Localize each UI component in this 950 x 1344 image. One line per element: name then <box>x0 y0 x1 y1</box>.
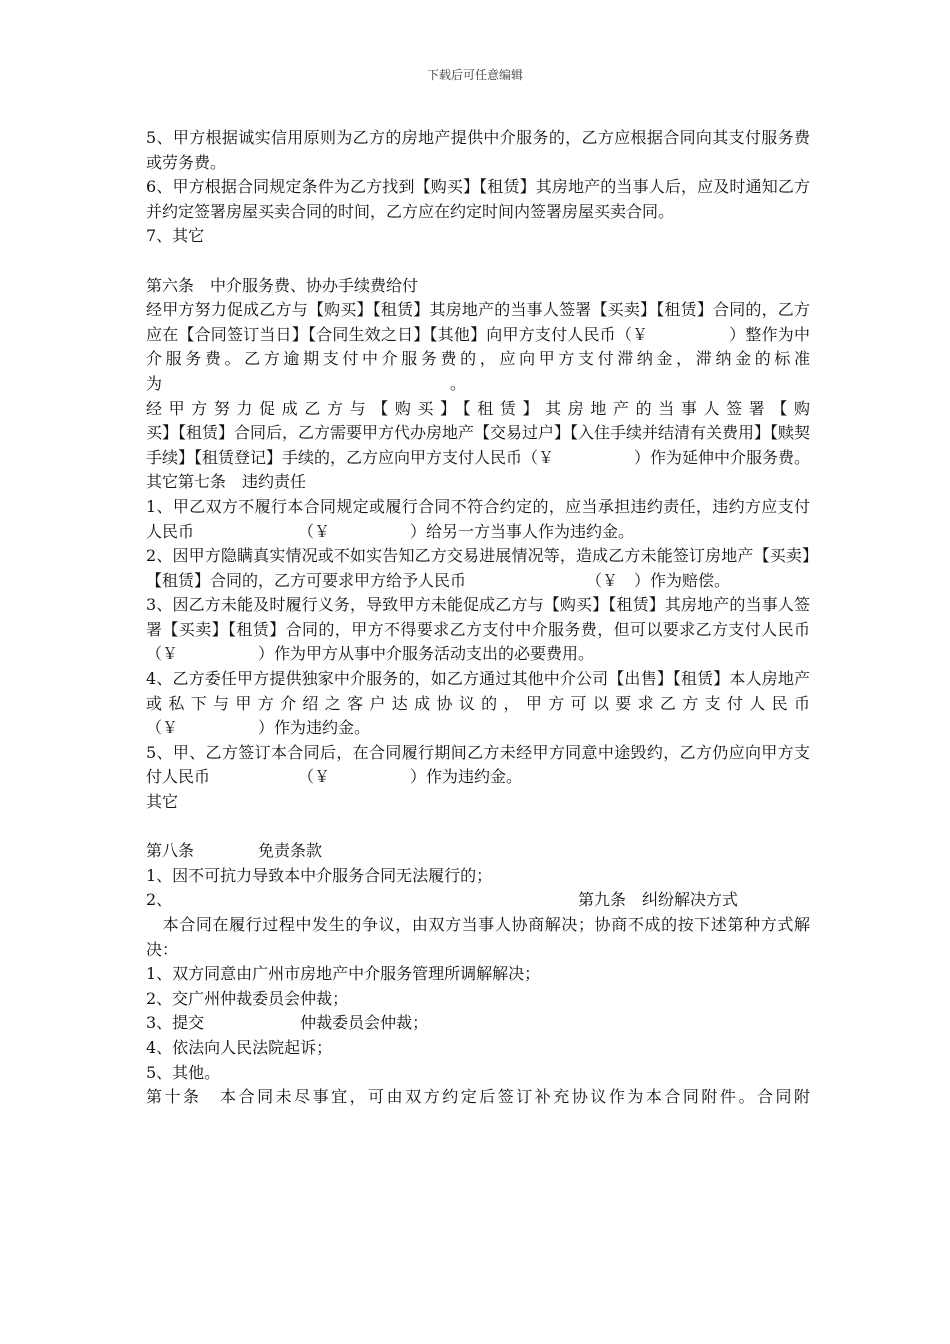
blank-line <box>146 249 810 274</box>
article-10-paragraph: 第十条 本合同未尽事宜，可由双方约定后签订补充协议作为本合同附件。合同附 <box>146 1087 810 1107</box>
breach-item-5: 5、甲、乙方签订本合同后，在合同履行期间乙方未经甲方同意中途毁约，乙方仍应向甲方支付人民币 （￥ ）作为违约金。 <box>146 742 810 787</box>
clause-5-paragraph: 5、甲方根据诚实信用原则为乙方的房地产提供中介服务的，乙方应根据合同向其支付服务费或劳务费。 <box>146 128 810 172</box>
clause-7-paragraph: 7、其它 <box>146 226 205 246</box>
breach-item-4: 4、乙方委任甲方提供独家中介服务的，如乙方通过其他中介公司【出售】【租赁】本人房地产或私下与甲方介绍之客户达成协议的，甲方可以要求乙方支付人民币 （￥ ）作为违约金。 <box>146 669 907 738</box>
breach-item-1: 1、甲乙双方不履行本合同规定或履行合同不符合约定的，应当承担违约责任，违约方应支付人民币 （￥ ）给另一方当事人作为违约金。 <box>146 496 810 541</box>
extended-service-paragraph-line1: 经甲方努力促成乙方与【购买】【租赁】其房地产的当事人签署【购 <box>146 398 810 418</box>
article-7-heading: 其它第七条 违约责任 <box>146 472 307 492</box>
dispute-option-1: 1、双方同意由广州市房地产中介服务管理所调解解决； <box>146 964 541 984</box>
dispute-paragraph: 本合同在履行过程中发生的争议，由双方当事人协商解决；协商不成的按下述第种方式解决： <box>146 915 810 959</box>
dispute-option-5: 5、其他。 <box>146 1062 221 1082</box>
document-body <box>146 126 923 1110</box>
article-8-heading: 第八条 免责条款 <box>146 841 323 861</box>
article-9-heading: 第九条 纠纷解决方式 <box>577 890 738 910</box>
breach-other: 其它 <box>146 792 179 812</box>
extended-service-paragraph: 买】【租赁】合同后，乙方需要甲方代办房地产【交易过户】【入住手续并结清有关费用】【赎契手续】【租赁登记】手续的，乙方应向甲方支付人民币（￥ ）作为延伸中介服务费。 <box>146 423 811 467</box>
article-6-heading: 第六条 中介服务费、协办手续费给付 <box>146 275 419 295</box>
exemption-item-2-row <box>146 888 810 913</box>
breach-item-2: 2、因甲方隐瞒真实情况或不如实告知乙方交易进展情况等，造成乙方未能签订房地产【买卖】【租赁】合同的，乙方可要求甲方给予人民币 （￥ ）作为赔偿。 <box>146 546 810 590</box>
breach-item-3: 3、因乙方未能及时履行义务，导致甲方未能促成乙方与【购买】【租赁】其房地产的当事人签署【买卖】【租赁】合同的，甲方不得要求乙方支付中介服务费，但可以要求乙方支付人民币 （￥ ）作为甲方从事中介服务活动支出的必要费用。 <box>146 595 923 664</box>
exemption-item-2: 2、 <box>146 890 173 910</box>
clause-6-paragraph: 6、甲方根据合同规定条件为乙方找到【购买】【租赁】其房地产的当事人后，应及时通知乙方并约定签署房屋买卖合同的时间，乙方应在约定时间内签署房屋买卖合同。 <box>146 177 810 221</box>
dispute-option-4: 4、依法向人民法院起诉； <box>146 1037 333 1057</box>
dispute-option-2: 2、交广州仲裁委员会仲裁； <box>146 988 349 1008</box>
service-fee-paragraph: 经甲方努力促成乙方与【购买】【租赁】其房地产的当事人签署【买卖】【租赁】合同的，乙方应在【合同签订当日】【合同生效之日】【其他】向甲方支付人民币（￥ ）整作为中介服务费。乙方逾期支付中介服务费的，应向甲方支付滞纳金，滞纳金的标准为 。 <box>146 300 810 393</box>
exemption-item-1: 1、因不可抗力导致本中介服务合同无法履行的； <box>146 865 493 885</box>
dispute-option-3: 3、提交 仲裁委员会仲裁； <box>146 1013 429 1033</box>
page-header: 下载后可任意编辑 <box>426 68 523 82</box>
blank-line <box>146 815 810 840</box>
